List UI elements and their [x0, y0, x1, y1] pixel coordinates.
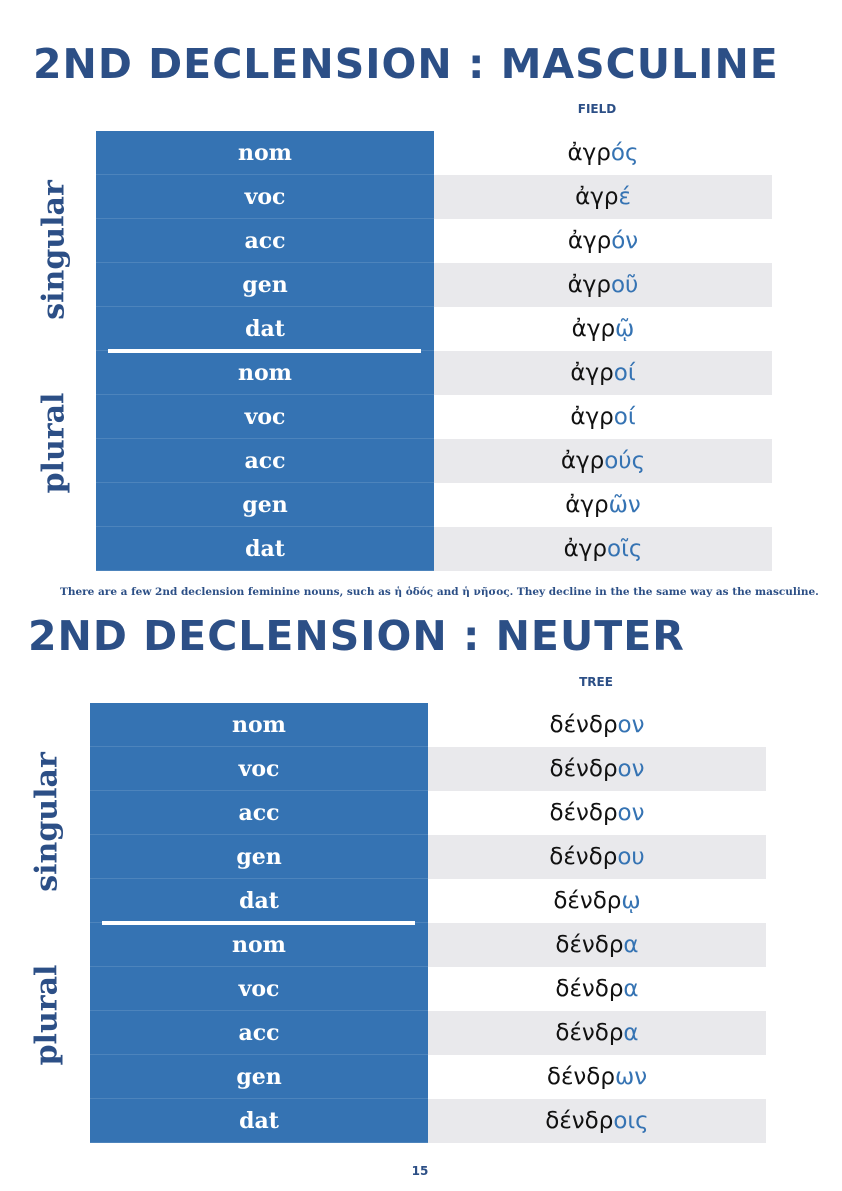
case-label: dat [96, 527, 434, 571]
declension-table-masculine [96, 131, 772, 571]
word-form [434, 307, 772, 351]
word-form [434, 131, 772, 175]
word-stem: ἀγρ [560, 448, 605, 474]
word-stem: δένδρ [555, 976, 624, 1002]
table-row [96, 131, 772, 175]
word-stem: ἀγρ [575, 184, 619, 210]
word-ending: οί [613, 360, 636, 386]
word-ending: οις [613, 1108, 649, 1134]
word-form [434, 439, 772, 483]
word-stem: δένδρ [555, 932, 624, 958]
table-row [90, 703, 766, 747]
table-row [90, 967, 766, 1011]
declension-table-neuter [90, 703, 766, 1143]
case-label: acc [96, 219, 434, 263]
case-label: gen [90, 835, 428, 879]
word-stem: ἀγρ [571, 316, 616, 342]
word-stem: δένδρ [545, 1108, 614, 1134]
case-label: voc [90, 747, 428, 791]
word-form [428, 1055, 766, 1099]
singular-plural-divider [108, 349, 421, 353]
word-ending: οῦ [610, 272, 639, 298]
word-ending: α [623, 1020, 639, 1046]
word-ending: ου [617, 844, 645, 870]
word-stem: δένδρ [555, 1020, 624, 1046]
word-label-field: FIELD [577, 102, 617, 116]
word-form [428, 1011, 766, 1055]
word-stem: δένδρ [549, 712, 618, 738]
case-label: voc [96, 175, 434, 219]
case-label: acc [90, 791, 428, 835]
table-row [96, 263, 772, 307]
case-label: gen [90, 1055, 428, 1099]
word-stem: δένδρ [546, 1064, 615, 1090]
table-row [96, 527, 772, 571]
word-ending: α [623, 932, 639, 958]
case-label: dat [96, 307, 434, 351]
word-ending: ον [617, 800, 645, 826]
word-stem: δένδρ [549, 800, 618, 826]
word-ending: όν [611, 228, 639, 254]
word-label-tree: TREE [579, 675, 613, 689]
word-form [434, 263, 772, 307]
table-row [96, 307, 772, 351]
word-form [428, 791, 766, 835]
word-ending: α [623, 976, 639, 1002]
word-form [428, 747, 766, 791]
word-stem: ἀγρ [570, 404, 614, 430]
word-ending: οῖς [607, 536, 643, 562]
table-row [90, 923, 766, 967]
word-form [434, 395, 772, 439]
footnote: There are a few 2nd declension feminine nouns, such as ἡ ὁδός and ἡ νῆσος. They decline in the the same way as the masculine. [60, 586, 819, 598]
table-row [90, 791, 766, 835]
table-row [90, 1055, 766, 1099]
case-label: nom [90, 923, 428, 967]
word-ending: ούς [604, 448, 646, 474]
table-row [90, 1099, 766, 1143]
word-ending: ός [610, 140, 639, 166]
table-row [90, 835, 766, 879]
table-row [96, 439, 772, 483]
singular-plural-divider [102, 921, 415, 925]
case-label: nom [90, 703, 428, 747]
word-ending: ων [614, 1064, 648, 1090]
table-row [96, 219, 772, 263]
case-label: acc [96, 439, 434, 483]
word-form [428, 1099, 766, 1143]
word-form [428, 879, 766, 923]
case-label: nom [96, 351, 434, 395]
word-ending: έ [618, 184, 631, 210]
section-title-masculine: 2ND DECLENSION : MASCULINE [33, 40, 779, 88]
table-row [90, 747, 766, 791]
word-stem: δένδρ [553, 888, 622, 914]
word-stem: ἀγρ [567, 272, 611, 298]
page-number: 15 [411, 1164, 429, 1178]
section-title-neuter: 2ND DECLENSION : NEUTER [28, 612, 685, 660]
word-stem: δένδρ [549, 844, 618, 870]
word-stem: ἀγρ [565, 492, 609, 518]
word-form [428, 923, 766, 967]
word-ending: ῷ [615, 316, 635, 342]
word-stem: δένδρ [549, 756, 618, 782]
word-stem: ἀγρ [570, 360, 614, 386]
word-ending: οί [613, 404, 636, 430]
word-form [428, 703, 766, 747]
word-form [434, 175, 772, 219]
table-row [96, 175, 772, 219]
table-row [96, 351, 772, 395]
word-ending: ον [617, 756, 645, 782]
table-row [96, 483, 772, 527]
word-stem: ἀγρ [567, 228, 612, 254]
case-label: nom [96, 131, 434, 175]
word-ending: ῳ [621, 888, 641, 914]
word-form [434, 219, 772, 263]
case-label: dat [90, 1099, 428, 1143]
case-label: gen [96, 263, 434, 307]
word-stem: ἀγρ [567, 140, 611, 166]
case-label: acc [90, 1011, 428, 1055]
case-label: dat [90, 879, 428, 923]
word-stem: ἀγρ [563, 536, 607, 562]
word-ending: ῶν [608, 492, 641, 518]
word-form [434, 351, 772, 395]
word-form [434, 483, 772, 527]
case-label: voc [90, 967, 428, 1011]
table-row [96, 395, 772, 439]
word-form [428, 835, 766, 879]
case-label: gen [96, 483, 434, 527]
table-row [90, 879, 766, 923]
table-row [90, 1011, 766, 1055]
word-ending: ον [617, 712, 645, 738]
word-form [428, 967, 766, 1011]
case-label: voc [96, 395, 434, 439]
word-form [434, 527, 772, 571]
